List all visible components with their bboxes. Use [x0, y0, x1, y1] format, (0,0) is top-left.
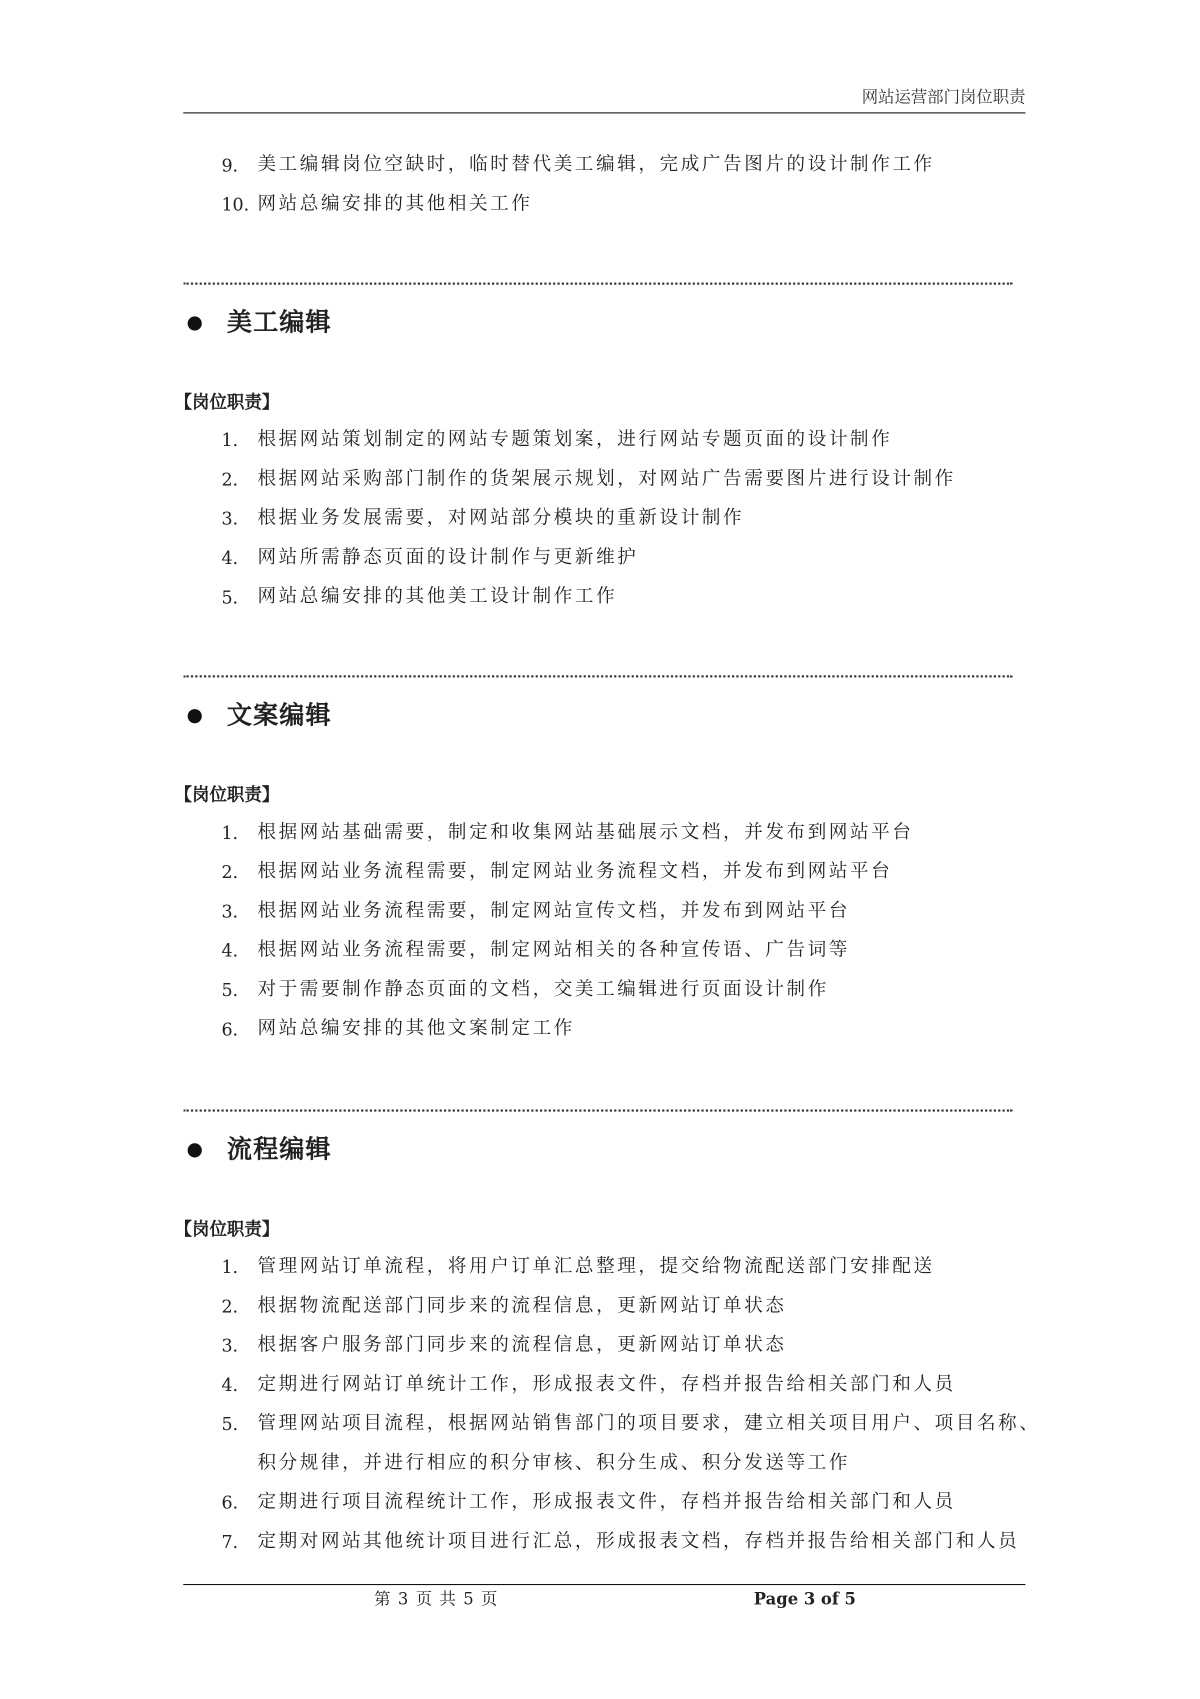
item-number: 6.	[221, 1018, 239, 1040]
item-number: 4.	[221, 547, 239, 569]
item-text: 根据网站策划制定的网站专题策划案，进行网站专题页面的设计制作	[257, 428, 893, 451]
item-text: 对于需要制作静态页面的文档，交美工编辑进行页面设计制作	[257, 978, 829, 1001]
item-text: 美工编辑岗位空缺时，临时替代美工编辑，完成广告图片的设计制作工作	[257, 153, 935, 176]
item-number: 5.	[221, 1413, 239, 1435]
section-divider	[183, 675, 1012, 677]
item-number: 6.	[221, 1492, 239, 1514]
item-text: 网站总编安排的其他美工设计制作工作	[257, 585, 618, 608]
item-text: 根据网站采购部门制作的货架展示规划，对网站广告需要图片进行设计制作	[257, 467, 956, 490]
item-number: 4.	[221, 1374, 239, 1396]
bullet-icon	[188, 709, 202, 723]
section-label: 【岗位职责】	[174, 391, 280, 413]
item-number: 1.	[221, 1256, 239, 1278]
footer-page-cn: 第 3 页 共 5 页	[374, 1589, 498, 1610]
running-header: 网站运营部门岗位职责	[861, 87, 1026, 107]
footer-page-en: Page 3 of 5	[753, 1589, 856, 1610]
section-heading: 文案编辑	[226, 701, 332, 730]
item-number: 2.	[221, 1295, 239, 1317]
item-number: 2.	[221, 469, 239, 490]
item-number: 1.	[221, 822, 239, 844]
item-number: 3.	[221, 901, 239, 922]
item-text: 根据客户服务部门同步来的流程信息，更新网站订单状态	[257, 1334, 787, 1356]
section-heading: 美工编辑	[226, 308, 332, 338]
section-divider	[183, 1109, 1012, 1111]
item-text: 根据网站业务流程需要，制定网站相关的各种宣传语、广告词等	[257, 939, 851, 962]
item-text: 根据网站业务流程需要，制定网站宣传文档，并发布到网站平台	[257, 899, 851, 922]
item-text: 网站总编安排的其他相关工作	[257, 193, 533, 215]
section-divider	[183, 283, 1012, 285]
item-number: 5.	[221, 979, 239, 1001]
header-rule	[183, 112, 1025, 113]
item-number: 9.	[221, 154, 239, 176]
item-text: 管理网站订单流程，将用户订单汇总整理，提交给物流配送部门安排配送	[257, 1255, 935, 1278]
section-label: 【岗位职责】	[174, 784, 280, 806]
item-number: 5.	[221, 586, 239, 608]
item-text: 根据网站业务流程需要，制定网站业务流程文档，并发布到网站平台	[257, 860, 893, 883]
item-text: 根据网站基础需要，制定和收集网站基础展示文档，并发布到网站平台	[257, 821, 914, 844]
item-number: 7.	[221, 1531, 239, 1553]
item-text: 网站总编安排的其他文案制定工作	[257, 1017, 575, 1040]
item-text: 根据业务发展需要，对网站部分模块的重新设计制作	[257, 507, 745, 530]
item-text: 网站所需静态页面的设计制作与更新维护	[257, 546, 639, 569]
item-text: 定期进行网站订单统计工作，形成报表文件，存档并报告给相关部门和人员	[257, 1373, 956, 1396]
item-text: 根据物流配送部门同步来的流程信息，更新网站订单状态	[257, 1294, 787, 1317]
item-text: 定期对网站其他统计项目进行汇总，形成报表文档，存档并报告给相关部门和人员	[257, 1530, 1020, 1553]
item-number: 2.	[221, 861, 239, 883]
item-number: 10.	[221, 194, 250, 215]
item-text: 积分规律，并进行相应的积分审核、积分生成、积分发送等工作	[257, 1451, 851, 1474]
item-number: 4.	[221, 940, 239, 962]
footer-rule	[183, 1584, 1025, 1585]
section-heading: 流程编辑	[226, 1135, 332, 1164]
section-label: 【岗位职责】	[174, 1218, 280, 1240]
bullet-icon	[188, 316, 202, 330]
item-number: 3.	[221, 1335, 239, 1356]
item-text: 管理网站项目流程，根据网站销售部门的项目要求，建立相关项目用户、项目名称、	[257, 1412, 1041, 1435]
item-text: 定期进行项目流程统计工作，形成报表文件，存档并报告给相关部门和人员	[257, 1491, 956, 1514]
item-number: 1.	[221, 429, 239, 451]
bullet-icon	[188, 1143, 202, 1157]
item-number: 3.	[221, 508, 239, 530]
